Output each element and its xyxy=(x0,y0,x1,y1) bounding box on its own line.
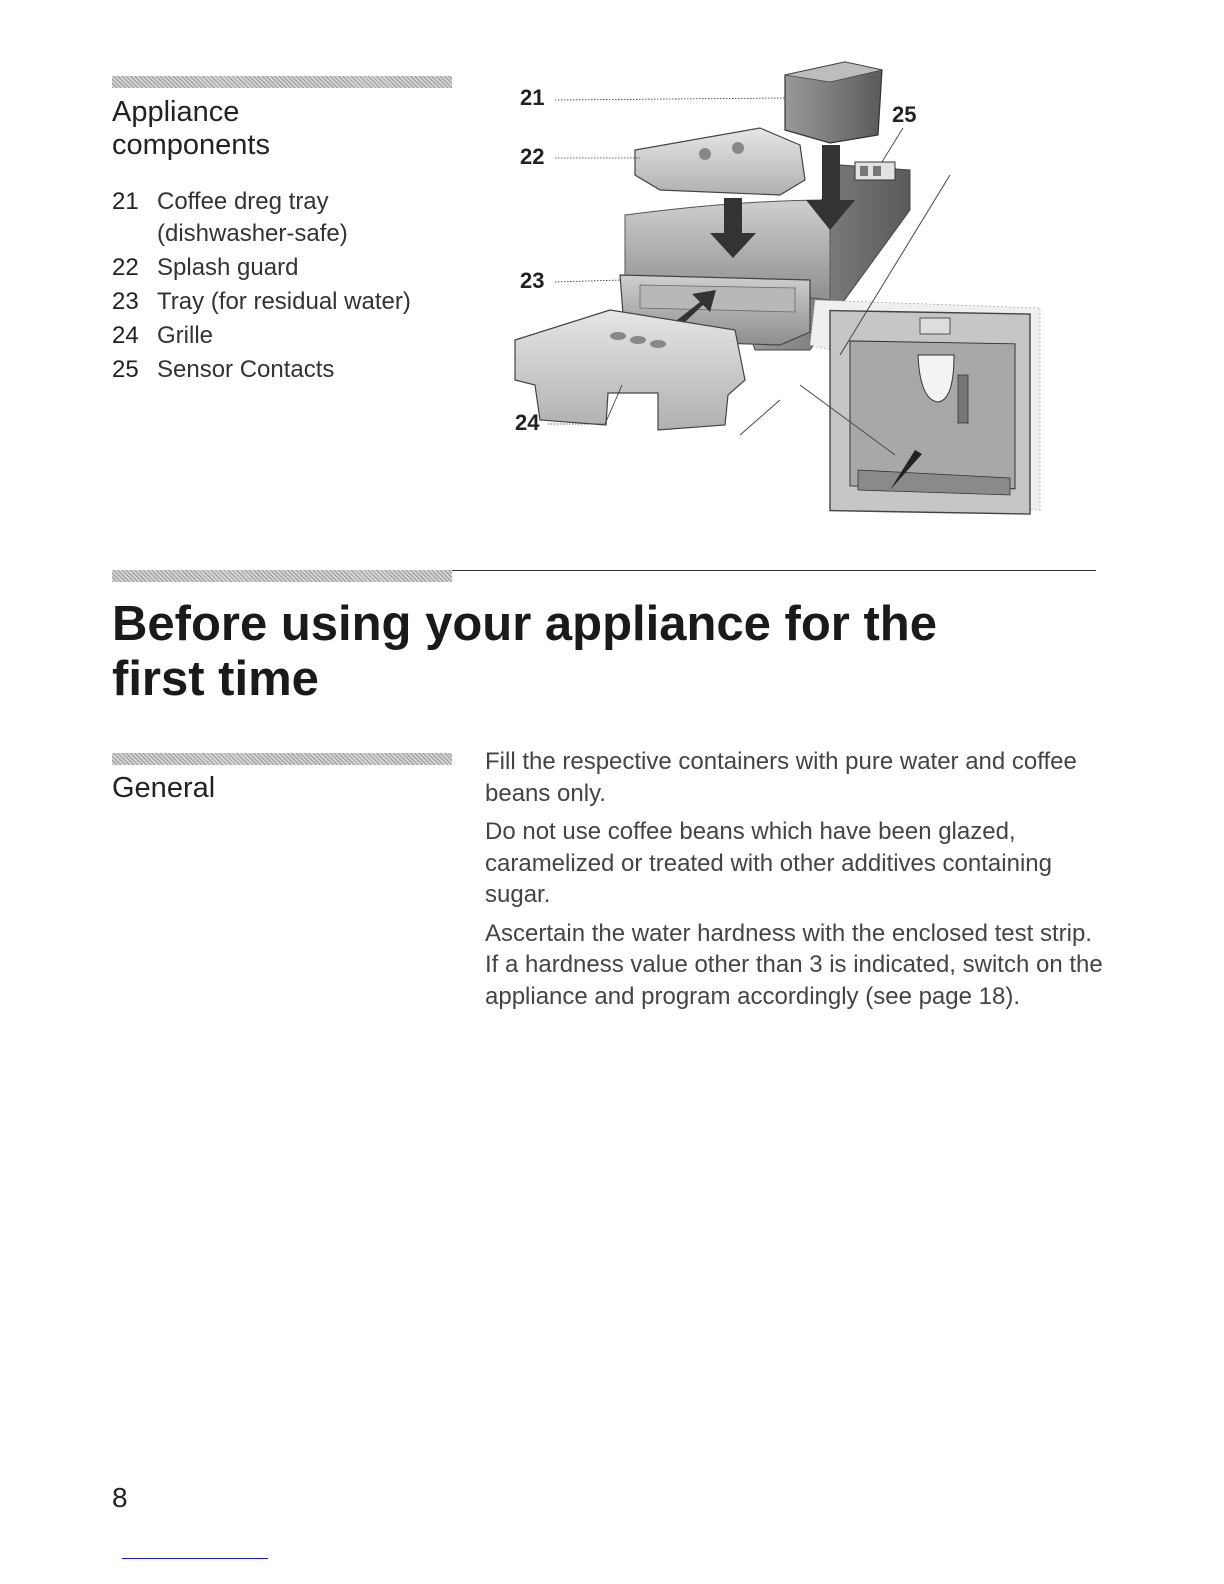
callout-22: 22 xyxy=(520,144,545,169)
item-number: 21 xyxy=(112,188,139,215)
general-body xyxy=(485,746,1105,1019)
list-item xyxy=(112,354,452,386)
grille xyxy=(515,310,745,430)
appliance-components-illustration xyxy=(510,50,1070,515)
item-number: 22 xyxy=(112,254,139,281)
item-label-line2: (dishwasher-safe) xyxy=(157,220,348,247)
general-heading: General xyxy=(112,772,216,804)
item-label-line1: Coffee dreg tray xyxy=(157,188,329,215)
page-number: 8 xyxy=(112,1482,128,1513)
paragraph: Fill the respective containers with pure water and coffee beans only. xyxy=(485,748,1077,807)
item-label xyxy=(157,186,452,250)
list-item xyxy=(112,186,452,250)
splash-guard xyxy=(635,128,805,195)
section-marker-main xyxy=(112,570,452,582)
list-item xyxy=(112,286,452,318)
callout-24: 24 xyxy=(515,410,540,435)
item-label: Tray (for residual water) xyxy=(157,288,411,315)
list-item xyxy=(112,252,452,284)
item-number: 25 xyxy=(112,356,139,383)
item-label: Grille xyxy=(157,322,214,349)
section-marker-components xyxy=(112,76,452,88)
page-title-line2: first time xyxy=(112,652,319,706)
item-label: Splash guard xyxy=(157,254,299,281)
list-item xyxy=(112,320,452,352)
paragraph: Ascertain the water hardness with the enclosed test strip. If a hardness value other than 3 is indicated, switch on the appliance and program accordingly (see page 18). xyxy=(485,919,1103,1010)
section-marker-general xyxy=(112,753,452,765)
components-heading-line1: Appliance xyxy=(112,96,240,128)
page-title xyxy=(112,597,1072,707)
paragraph: Do not use coffee beans which have been glazed, caramelized or treated with other additives containing sugar. xyxy=(485,818,1052,908)
components-list xyxy=(112,186,452,388)
callout-21: 21 xyxy=(520,85,545,110)
item-number: 24 xyxy=(112,322,139,349)
callout-23: 23 xyxy=(520,268,545,293)
item-number: 23 xyxy=(112,288,139,315)
built-in-appliance-inset xyxy=(810,300,1040,514)
footer-rule xyxy=(122,1558,268,1559)
callout-25: 25 xyxy=(892,102,917,127)
components-heading-line2: components xyxy=(112,129,270,161)
item-label: Sensor Contacts xyxy=(157,356,335,383)
components-heading xyxy=(112,96,270,162)
section-rule xyxy=(452,570,1096,571)
page-title-line1: Before using your appliance for the xyxy=(112,597,937,651)
